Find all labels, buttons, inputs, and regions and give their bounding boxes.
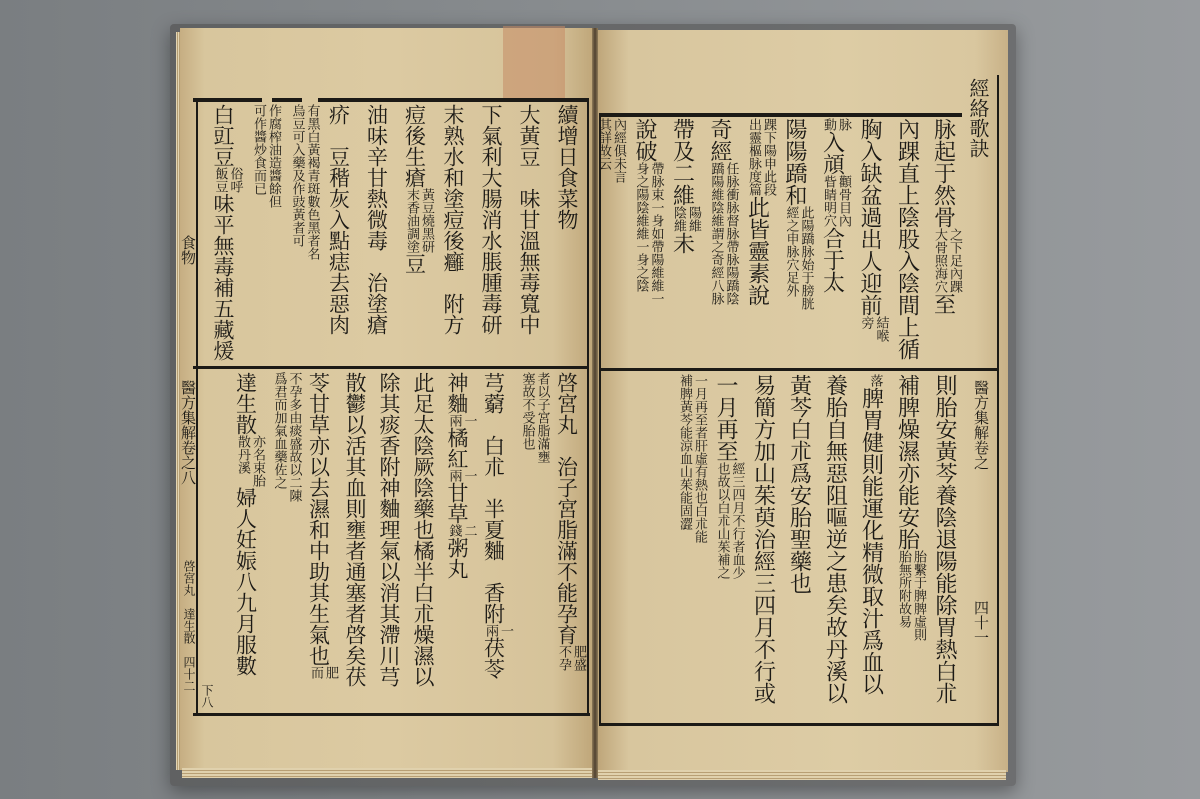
annotation-text: 帶脉束一身如帶陽維維一身之陽陰維維一身之陰 <box>633 162 664 305</box>
main-text: 內踝直上陰股入陰間上循 <box>894 118 920 360</box>
main-text: 苓甘草亦以去濕和中助其生氣也 <box>306 372 331 666</box>
main-text: 陽陽蹻和 <box>782 118 807 206</box>
margin-book-title: 醫方集解卷之八 <box>179 380 197 485</box>
text-column <box>510 104 548 364</box>
annotation-text: 任脉衝脉督脉帶脉陽蹻陰蹻陽維陰維謂之奇經八脉 <box>708 162 739 305</box>
main-text: 痘後生瘡 <box>402 104 427 188</box>
text-column <box>851 118 889 366</box>
main-text: 胸入缺盆過出人迎前 <box>857 118 882 316</box>
main-text: 疥 豆稭灰入點痣去惡肉 <box>326 104 351 335</box>
text-column <box>701 118 739 366</box>
main-text: 橘紅 <box>445 427 469 469</box>
text-column <box>440 372 477 710</box>
left-lower-register <box>200 372 586 710</box>
text-column <box>406 372 440 710</box>
margin-section-title: 食物 <box>179 235 197 265</box>
annotation-text: 肥盛不孕 <box>556 645 586 671</box>
text-column <box>243 104 282 364</box>
main-text: 散鬱以活其血則壅者通塞者啓矣茯 <box>343 372 367 687</box>
text-column <box>853 374 889 720</box>
text-column <box>281 104 320 364</box>
main-text: 補脾燥濕亦能安胎 <box>894 374 920 550</box>
text-column <box>817 374 853 720</box>
text-column <box>776 118 814 366</box>
main-text: 神麯 <box>445 372 469 414</box>
text-column <box>372 372 406 710</box>
annotation-text: 一月再至者肝虛有熱也白朮能補脾黃芩能涼血山茱能固澀 <box>677 374 707 543</box>
text-column <box>781 374 817 720</box>
annotation-text: 亦名束胎散丹溪 <box>235 435 265 487</box>
text-column <box>889 374 927 720</box>
main-text: 達生散 <box>233 372 258 435</box>
main-text: 末熟水和塗痘後癰 附方 <box>441 104 465 335</box>
main-text: 脉起于然骨 <box>930 118 956 228</box>
text-column <box>320 104 358 364</box>
text-column <box>670 374 708 720</box>
text-column <box>477 372 514 710</box>
text-column <box>745 374 781 720</box>
main-text: 黃芩白朮爲安胎聖藥也 <box>786 374 812 594</box>
text-column <box>338 372 372 710</box>
page-stack-edge <box>598 770 1006 780</box>
margin-chapter-leaf: 啓宮丸 達生散 四十二 <box>182 560 196 692</box>
main-text: 則胎安黃芩養陰退陽能除胃熱白朮 <box>932 374 957 704</box>
main-text: 續增日食菜物 <box>555 104 579 230</box>
right-upper-register <box>596 118 962 366</box>
text-column <box>434 104 472 364</box>
main-text: 帶及二維 <box>669 118 695 206</box>
main-text: 入頏 <box>819 131 845 175</box>
text-column <box>664 118 702 366</box>
horizontal-rule <box>193 366 588 369</box>
main-text: 下氣利大腸消水脹腫毒研 <box>479 104 503 335</box>
horizontal-rule <box>599 368 998 371</box>
annotation-text: 一兩 <box>446 469 477 482</box>
annotation-text: 肥而 <box>308 666 338 679</box>
main-text: 一月再至 <box>713 374 738 462</box>
annotation-text: 有黑白黃褐青斑數色黑者名烏豆可入藥及作豉黃者可 <box>289 104 320 260</box>
left-upper-register <box>200 104 586 364</box>
main-text: 豆 <box>402 253 427 274</box>
right-lower-register <box>602 374 962 720</box>
annotation-text: 落 <box>867 374 883 387</box>
annotation-text: 踝下陽申此段出靈樞脉度篇 <box>746 118 776 196</box>
horizontal-rule <box>318 98 588 102</box>
text-column <box>926 374 962 720</box>
main-text: 除其痰香附神麯理氣以消其滯川芎 <box>377 372 401 687</box>
annotation-text: 作腐榨油造醬餘但可作醬炒食而已 <box>251 104 281 208</box>
main-text: 合于太 <box>819 227 845 293</box>
text-column <box>302 372 339 710</box>
main-text: 芎藭 白朮 半夏麯 香附 <box>481 372 506 624</box>
text-column <box>229 372 266 710</box>
paper-slip <box>503 26 565 100</box>
annotation-text: 俗呼飯豆 <box>212 167 243 193</box>
text-column <box>396 104 435 364</box>
horizontal-rule <box>599 723 998 726</box>
annotation-text: 經三四月不行者血少也故以白朮山茱補之 <box>714 462 745 579</box>
margin-book-title: 醫方集解卷之 <box>972 380 990 470</box>
annotation-text: 一兩 <box>483 624 513 637</box>
text-column <box>204 104 243 364</box>
annotation-text: 陽維陰維 <box>671 206 701 232</box>
annotation-text: 此陽蹻脉始于膀胱經之申脉穴足外 <box>783 206 814 310</box>
annotation-text: 黃豆燒黑研末香油調塗 <box>404 188 434 253</box>
main-text: 奇經 <box>707 118 732 162</box>
page-stack-edge <box>182 768 592 778</box>
main-text: 說破 <box>632 118 657 162</box>
text-column <box>472 104 510 364</box>
main-text: 白豇豆 <box>211 104 235 167</box>
horizontal-rule <box>193 713 590 716</box>
text-column <box>589 118 627 366</box>
annotation-text: 一兩 <box>446 414 477 427</box>
text-column <box>358 104 396 364</box>
text-column <box>889 118 925 366</box>
main-text: 此皆靈素說 <box>744 196 770 306</box>
main-text: 油味辛甘熱微毒 治塗瘡 <box>364 104 389 335</box>
main-text: 茯苓 <box>481 637 506 679</box>
annotation-text: 結喉旁 <box>858 316 889 342</box>
annotation-text: 胎繫于脾脾虛則胎無所附故易 <box>896 550 926 641</box>
vertical-rule <box>997 75 999 726</box>
text-column <box>513 372 550 710</box>
annotation-text: 脉動 <box>821 118 851 131</box>
main-text: 至 <box>930 293 956 315</box>
annotation-text: 顴骨目內眥睛明穴 <box>821 175 851 227</box>
annotation-text: 之下足內踝大骨照海穴 <box>932 228 962 293</box>
text-column <box>814 118 852 366</box>
horizontal-rule <box>272 98 302 102</box>
main-text: 養胎自無惡阻嘔逆之患矣故丹溪以 <box>822 374 848 704</box>
main-text: 此足太陰厥陰藥也橘半白朮燥濕以 <box>411 372 435 687</box>
main-text: 婦人妊娠八九月服數 <box>233 487 258 676</box>
annotation-text: 不孕多由痰盛故以二陳爲君而加氣血藥佐之 <box>271 372 302 502</box>
annotation-text: 內經俱未言其詳故云 <box>596 118 626 183</box>
main-text: 甘草 <box>445 482 469 524</box>
text-column <box>265 372 302 710</box>
main-text: 粥丸 <box>445 537 469 579</box>
horizontal-rule <box>599 113 962 117</box>
margin-leaf-number: 四十一 <box>972 600 990 645</box>
text-column <box>707 374 745 720</box>
annotation-text: 者以子宮脂滿壅塞故不受胎也 <box>519 372 550 463</box>
text-column <box>626 118 664 366</box>
margin-section-title: 經絡歌訣 <box>966 78 990 158</box>
main-text: 大黃豆 味甘溫無毒寬中 <box>517 104 541 335</box>
annotation-text: 二錢 <box>446 524 477 537</box>
main-text: 脾胃健則能運化精微取汁爲血以 <box>858 387 884 695</box>
margin-foot-mark: 下八 <box>200 684 214 708</box>
text-column <box>550 372 587 710</box>
text-column <box>925 118 963 366</box>
text-column <box>739 118 777 366</box>
main-text: 易簡方加山茱萸治經三四月不行或 <box>750 374 776 704</box>
text-column <box>548 104 586 364</box>
main-text: 未 <box>669 232 695 254</box>
horizontal-rule <box>193 98 262 102</box>
main-text: 味平無毒補五藏煖 <box>211 193 235 361</box>
main-text: 啓宮丸 治子宮脂滿不能孕育 <box>554 372 579 645</box>
